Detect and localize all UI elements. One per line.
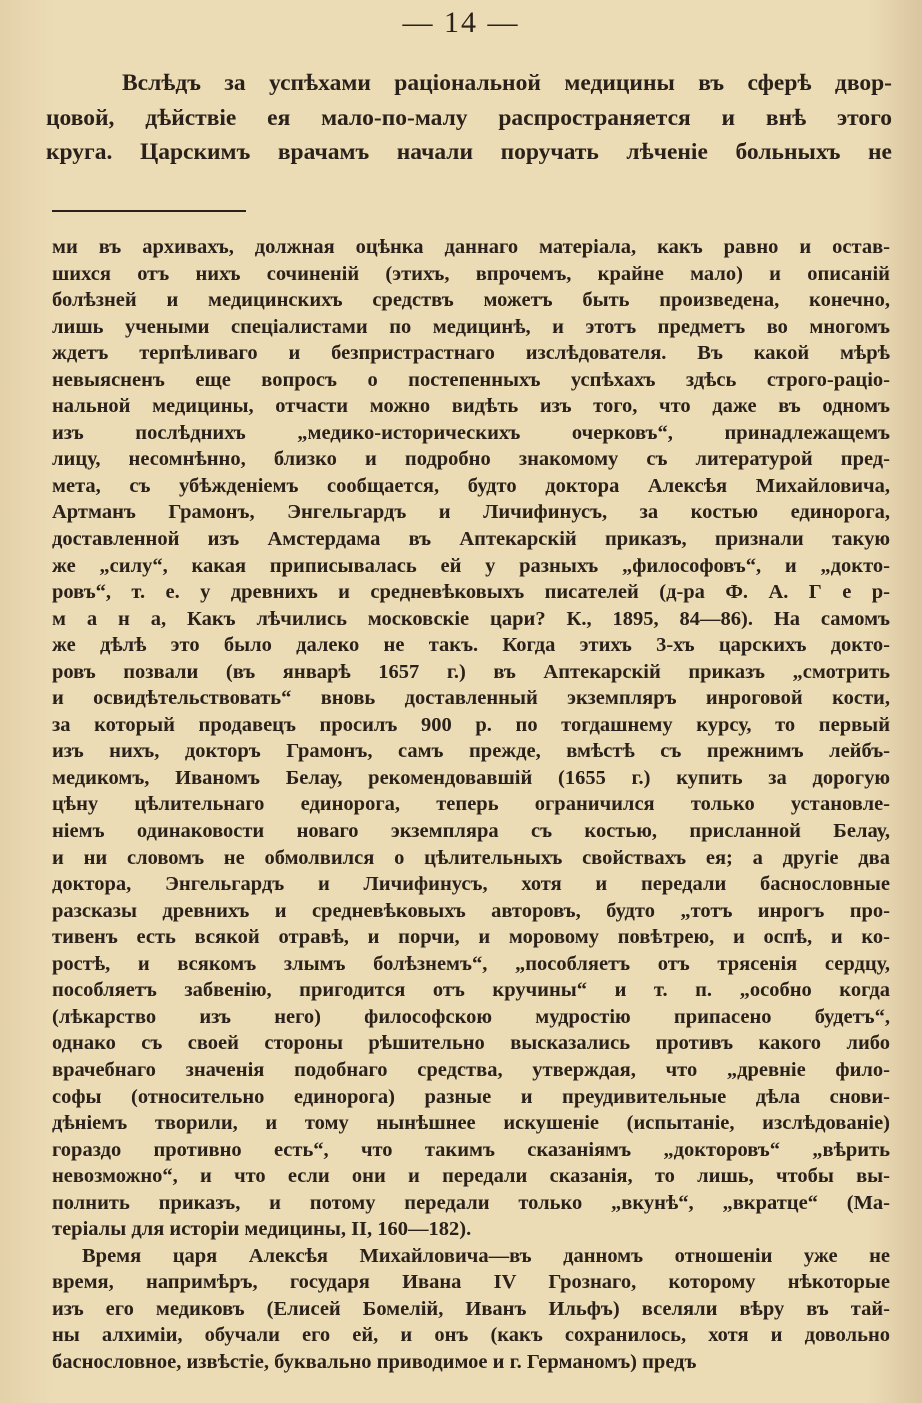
footnote-line: мета, съ убѣжденіемъ сообщается, будто доктора Алексѣя Михайловича, <box>52 474 890 497</box>
footnote-line: гораздо противно есть“, что такимъ сказаніямъ „докторовъ“ „вѣрить <box>52 1138 890 1161</box>
footnote-line: лишь учеными спеціалистами по медицинѣ, и этотъ предметъ во многомъ <box>52 315 890 338</box>
footnote-line: ровъ“, т. е. у древнихъ и средневѣковыхъ писателей (д-ра Ф. А. Г е р- <box>52 581 890 604</box>
footnote-line: разсказы древнихъ и средневѣковыхъ авторовъ, будто „тотъ инрогъ про- <box>52 899 890 922</box>
footnote-line: время, напримѣръ, государя Ивана IV Грознаго, которому нѣкоторые <box>52 1271 890 1294</box>
footnote-line: цѣну цѣлительнаго единорога, теперь ограничился только установле- <box>52 793 890 816</box>
footnote-line: нальной медицины, отчасти можно видѣть изъ того, что даже въ одномъ <box>52 395 890 418</box>
footnote-line: ростѣ, и всякомъ злымъ болѣзнемъ“, „пособляетъ отъ трясенія сердцу, <box>52 952 890 975</box>
footnote-line: болѣзней и медицинскихъ средствъ можетъ быть произведена, конечно, <box>52 289 890 312</box>
footnote-line: же „силу“, какая приписывалась ей у разныхъ „философовъ“, и „докто- <box>52 554 890 577</box>
footnote-line: пособляетъ забвенію, пригодится отъ кручины“ и т. п. „особно когда <box>52 979 890 1002</box>
footnote-line: полнить приказъ, и потому передали только „вкунѣ“, „вкратце“ (Ма- <box>52 1191 890 1214</box>
footnote-line: и ни словомъ не обмолвился о цѣлительныхъ свойствахъ ея; а другіе два <box>52 846 890 869</box>
footnote-line: невыясненъ еще вопросъ о постепенныхъ успѣхахъ здѣсь строго-раціо- <box>52 368 890 391</box>
footnote-line: за который продавецъ просилъ 900 р. по тогдашнему курсу, то первый <box>52 713 890 736</box>
footnote-line: доставленной изъ Амстердама въ Аптекарскій приказъ, признали такую <box>52 528 890 551</box>
page-number: — 14 — <box>402 6 520 39</box>
footnote-line: изъ нихъ, докторъ Грамонъ, самъ прежде, вмѣстѣ съ прежнимъ лейбъ- <box>52 740 890 763</box>
footnote-line: Время царя Алексѣя Михайловича—въ данномъ отношеніи уже не <box>82 1244 890 1267</box>
footnote-line: доктора, Энгельгардъ и Личифинусъ, хотя и передали баснословные <box>52 873 890 896</box>
footnote-line: изъ послѣднихъ „медико-историческихъ очерковъ“, принадлежащемъ <box>52 421 890 444</box>
footnote-line: (лѣкарство изъ него) философскою мудростію припасено будетъ“, <box>52 1005 890 1028</box>
main-text-line: цовой, дѣйствіе ея мало-по-малу распространяется и внѣ этого <box>46 104 892 131</box>
footnote-line: тивенъ есть всякой отравѣ, и порчи, и моровому повѣтрею, и оспѣ, и ко- <box>52 926 890 949</box>
footnote-line: ніемъ одинаковости новаго экземпляра съ костью, присланной Белау, <box>52 820 890 843</box>
main-text-line: круга. Царскимъ врачамъ начали поручать лѣченіе больныхъ не <box>46 139 892 165</box>
footnote-line: дѣніемъ творили, и тому нынѣшнее искушеніе (испытаніе, изслѣдованіе) <box>52 1112 890 1135</box>
footnote-line: баснословное, извѣстіе, буквально приводимое и г. Германомъ) предъ <box>52 1350 697 1373</box>
footnote-line: однако съ своей стороны рѣшительно высказались противъ какого либо <box>52 1032 890 1055</box>
footnote-line: шихся отъ нихъ сочиненій (этихъ, впрочемъ, крайне мало) и описаній <box>52 262 890 285</box>
main-text-line: Вслѣдъ за успѣхами раціональной медицины въ сферѣ двор- <box>122 70 892 96</box>
footnote-line: невозможно“, и что если они и передали сказанія, то лишь, чтобы вы- <box>52 1165 890 1188</box>
footnote-line: м а н а, Какъ лѣчились московскіе цари? К., 1895, 84—86). На самомъ <box>52 607 890 630</box>
footnote-line: же дѣлѣ это было далеко не такъ. Когда этихъ 3-хъ царскихъ докто- <box>52 634 890 657</box>
footnote-line: и освидѣтельствовать“ вновь доставленный экземпляръ инроговой кости, <box>52 687 890 710</box>
footnote-line: теріалы для исторіи медицины, II, 160—182). <box>52 1218 472 1241</box>
footnotes <box>52 234 890 1376</box>
footnote-line: софы (относительно единорога) разные и преудивительные дѣла снови- <box>52 1085 890 1108</box>
footnote-line: ны алхиміи, обучали его ей, и онъ (какъ сохранилось, хотя и довольно <box>52 1324 890 1347</box>
footnote-line: Артманъ Грамонъ, Энгельгардъ и Личифинусъ, за костью единорога, <box>52 501 890 524</box>
footnote-line: врачебнаго значенія подобнаго средства, утверждая, что „древніе фило- <box>52 1058 890 1081</box>
footnote-line: лицу, несомнѣнно, близко и подробно знакомому съ литературой пред- <box>52 448 890 471</box>
footnote-line: ровъ позвали (въ январѣ 1657 г.) въ Аптекарскій приказъ „смотрить <box>52 660 890 683</box>
footnote-line: изъ его медиковъ (Елисей Бомелій, Иванъ Ильфъ) вселяли вѣру въ тай- <box>52 1297 890 1320</box>
footnote-separator <box>52 210 246 212</box>
footnote-line: ждетъ терпѣливаго и безпристрастнаго изслѣдователя. Въ какой мѣрѣ <box>52 342 890 365</box>
footnote-line: ми въ архивахъ, должная оцѣнка даннаго матеріала, какъ равно и остав- <box>52 236 890 258</box>
main-text <box>46 66 892 170</box>
footnote-line: медикомъ, Иваномъ Белау, рекомендовавшій (1655 г.) купить за дорогую <box>52 766 890 789</box>
